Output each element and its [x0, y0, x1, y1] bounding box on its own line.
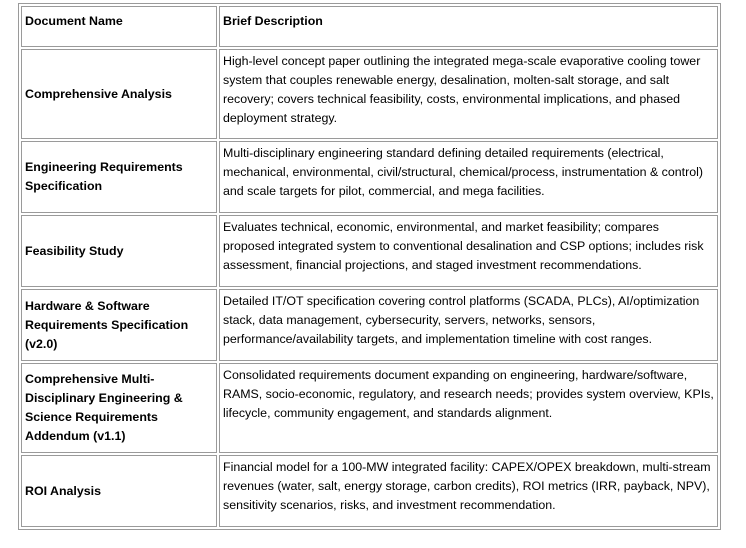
- document-name-cell: Comprehensive Analysis: [21, 49, 217, 139]
- document-description-cell: Financial model for a 100-MW integrated facility: CAPEX/OPEX breakdown, multi-stream revenues (water, salt, energy storage, carbon credits), ROI metrics (IRR, payback, NPV), sensitivity scenarios, risks, and investment recommendation.: [219, 455, 718, 527]
- document-description-cell: High-level concept paper outlining the integrated mega-scale evaporative cooling tower system that couples renewable energy, desalination, molten-salt storage, and salt recovery; covers technical feasibility, costs, environmental implications, and phased deployment strategy.: [219, 49, 718, 139]
- table-row: [21, 141, 718, 213]
- document-description-cell: Consolidated requirements document expanding on engineering, hardware/software, RAMS, socio-economic, regulatory, and research needs; provides system overview, KPIs, lifecycle, community engagement, and standards alignment.: [219, 363, 718, 453]
- document-description-cell: Detailed IT/OT specification covering control platforms (SCADA, PLCs), AI/optimization stack, data management, cybersecurity, servers, networks, sensors, performance/availability targets, and implementation timeline with cost ranges.: [219, 289, 718, 361]
- document-name-cell: ROI Analysis: [21, 455, 217, 527]
- document-description-cell: Evaluates technical, economic, environmental, and market feasibility; compares proposed integrated system to conventional desalination and CSP options; includes risk assessment, financial projections, and staged investment recommendations.: [219, 215, 718, 287]
- document-name-cell: Hardware & Software Requirements Specification (v2.0): [21, 289, 217, 361]
- table-row: [21, 363, 718, 453]
- document-description-cell: Multi-disciplinary engineering standard defining detailed requirements (electrical, mechanical, environmental, civil/structural, chemical/process, instrumentation & control) and scale targets for pilot, commercial, and mega facilities.: [219, 141, 718, 213]
- document-name-cell: Feasibility Study: [21, 215, 217, 287]
- document-name-cell: Comprehensive Multi-Disciplinary Engineering & Science Requirements Addendum (v1.1): [21, 363, 217, 453]
- header-brief-description: Brief Description: [219, 6, 718, 47]
- table-row: [21, 289, 718, 361]
- documents-table: [18, 3, 721, 530]
- header-document-name: Document Name: [21, 6, 217, 47]
- document-name-cell: Engineering Requirements Specification: [21, 141, 217, 213]
- table-row: [21, 455, 718, 527]
- header-row: [21, 6, 718, 47]
- table-row: [21, 49, 718, 139]
- table-row: [21, 215, 718, 287]
